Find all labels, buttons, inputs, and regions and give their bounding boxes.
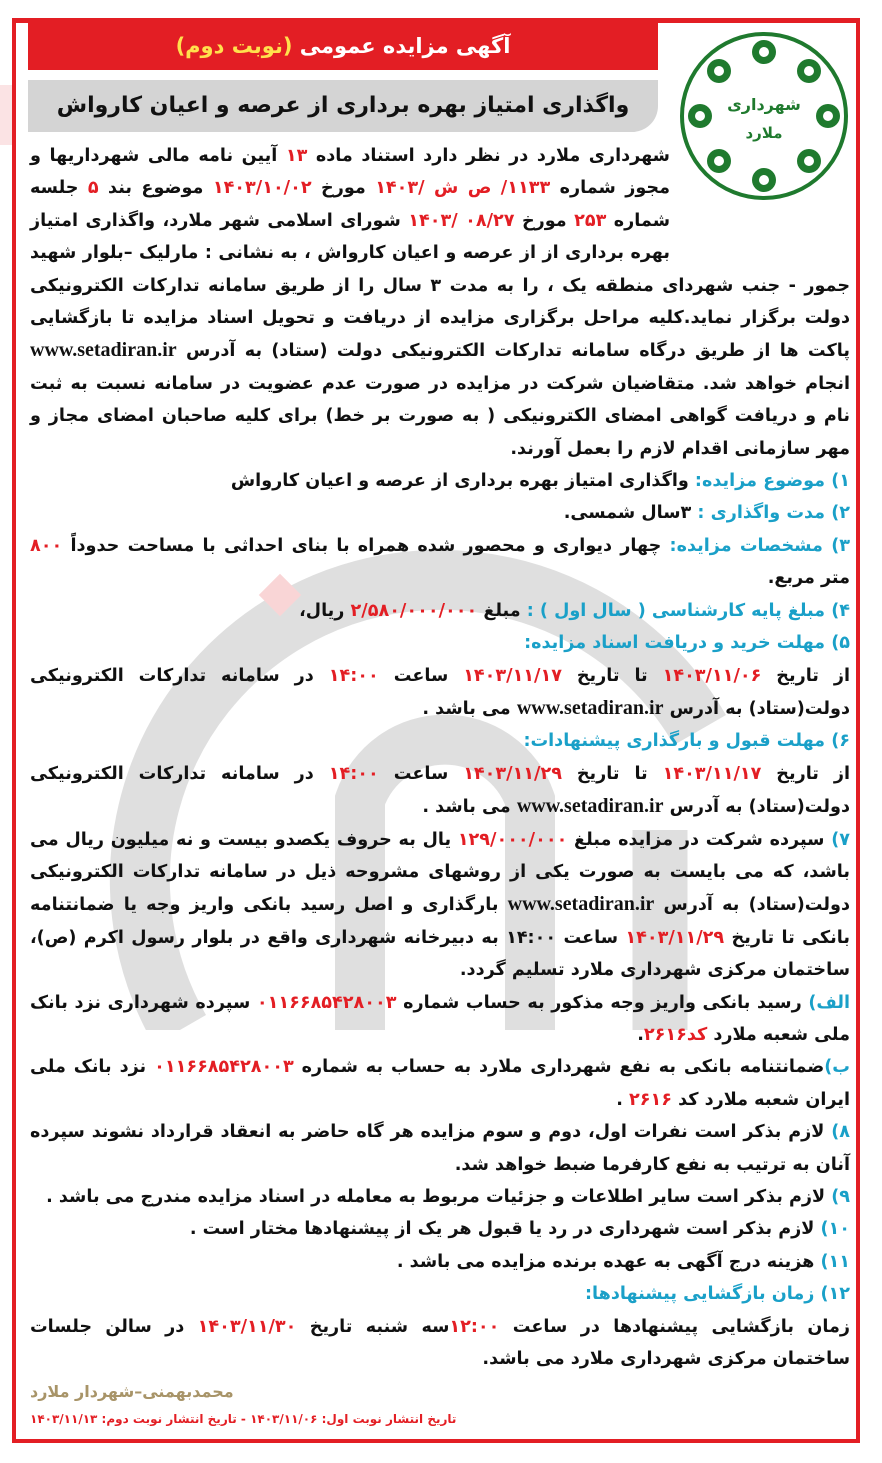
- announcement-content: [30, 140, 850, 1429]
- text-run: شهرداری ملارد در نظر دارد استناد ماده: [307, 146, 670, 166]
- text-run: .: [616, 1089, 629, 1110]
- clause-label: ۹): [825, 1187, 850, 1207]
- text-run: موضوع بند: [98, 178, 213, 199]
- clause-paragraph: [30, 660, 850, 726]
- highlight-value: ۲۵۳: [574, 210, 607, 231]
- text-run: ساعت: [378, 665, 464, 686]
- text-run: لازم بذکر است شهرداری در رد یا قبول هر یک از پیشنهادها مختار است .: [189, 1219, 815, 1240]
- clause-paragraph: [30, 530, 850, 595]
- text-run: نزد بانک ملی ایران شعبه ملارد کد: [30, 1057, 850, 1110]
- highlight-value: ۸۰۰: [30, 535, 63, 556]
- intro-paragraph: [30, 140, 850, 465]
- clause-label: ۷): [824, 829, 850, 850]
- clause-label: ۱۱): [814, 1251, 850, 1272]
- text-run: ریال،: [299, 600, 351, 621]
- highlight-value: ۱۴۰۳/۱۰/۰۲: [212, 178, 312, 199]
- text-run: سپرده شهرداری نزد بانک ملی شعبه ملارد: [30, 992, 850, 1045]
- text-run: مورخ: [311, 178, 376, 199]
- clause-paragraph: [30, 1278, 850, 1310]
- text-run: انجام خواهد شد. متقاضیان شرکت در مزایده در صورت عدم عضویت در سامانه نسبت به ثبت نام و دریافت گواهی امضای الکترونیکی ( به صورت بر خط) برای کلیه صاحبان امضای مجاز و مهر سازمانی اقدام لازم را بعمل آورند.: [30, 373, 850, 459]
- clause-paragraph: [30, 497, 850, 529]
- announcement-subtitle: واگذاری امتیاز بهره برداری از عرصه و اعیان کارواش: [28, 80, 658, 132]
- highlight-value: ۵: [87, 178, 99, 199]
- highlight-value: ۲۶۱۶: [629, 1089, 672, 1110]
- logo-text-top: شهرداری: [727, 95, 801, 114]
- clause-paragraph: [30, 1213, 850, 1245]
- clause-paragraph: [30, 1246, 850, 1278]
- text-run: .: [637, 1024, 644, 1045]
- clause-paragraph: [30, 758, 850, 824]
- setadiran-link[interactable]: www.setadiran.ir: [516, 795, 664, 818]
- text-run: در سامانه تدارکات الکترونیکی دولت(ستاد) به آدرس: [30, 665, 850, 719]
- clause-label: ۵) مهلت خرید و دریافت اسناد مزایده:: [524, 633, 850, 654]
- text-run: مبلغ: [477, 600, 521, 621]
- highlight-value: ۲۶۱۶: [643, 1024, 687, 1045]
- text-run: بارگذاری و اصل رسید بانکی واریز وجه یا ضمانتنامه بانکی تا تاریخ: [30, 895, 850, 948]
- text-run: می باشد .: [422, 698, 517, 719]
- highlight-value: ۱۴:۰۰: [328, 763, 379, 784]
- clause-label: ۱۲) زمان بازگشایی پیشنهادها:: [585, 1284, 850, 1305]
- text-run: ضمانتنامه بانکی به نفع شهرداری ملارد به حساب به شماره: [293, 1057, 825, 1078]
- signature: محمدبهمنی–شهردار ملارد: [30, 1382, 234, 1402]
- clause-label: ۱) موضوع مزایده:: [688, 471, 850, 492]
- text-run: در سالن جلسات ساختمان مرکزی شهرداری ملارد می باشد.: [30, 1316, 850, 1370]
- clause-label: ۶) مهلت قبول و بارگذاری پیشنهادات:: [523, 731, 850, 752]
- clause-label: ب): [824, 1057, 850, 1078]
- highlight-value: ۱۲۹/۰۰۰/۰۰۰: [457, 829, 568, 850]
- text-run: می باشد .: [422, 797, 517, 818]
- logo-spacer: [670, 140, 850, 238]
- highlight-value: ۱۱۳۳/ ص ش /۱۴۰۳: [375, 178, 551, 199]
- highlight-value: ۰۱۱۶۶۸۵۴۲۸۰۰۳: [256, 992, 397, 1013]
- edge-strip: [0, 85, 12, 145]
- setadiran-link[interactable]: www.setadiran.ir: [507, 893, 655, 916]
- clause-paragraph: [30, 465, 850, 497]
- text-run: جلسه شماره: [30, 178, 671, 231]
- text-run: تا تاریخ: [561, 763, 663, 784]
- clause-paragraph: [30, 1181, 850, 1213]
- logo-text-bottom: ملارد: [745, 124, 783, 142]
- clause-label: ۱۰): [814, 1219, 850, 1240]
- text-run: رسید بانکی واریز وجه مذکور به حساب شماره: [396, 992, 802, 1013]
- text-run: ساعت ۱۴:۰۰ به دبیرخانه شهرداری واقع در بلوار رسول اکرم (ص)، ساختمان مرکزی شهرداری ملارد تسلیم گردد.: [30, 927, 850, 981]
- text-run: ۳سال شمسی.: [563, 503, 692, 524]
- text-run: هزینه درج آگهی به عهده برنده مزایده می باشد .: [396, 1251, 815, 1272]
- text-run: مورخ: [514, 210, 575, 231]
- clause-label: ۳) مشخصات مزایده:: [661, 535, 850, 556]
- text-run: لازم بذکر است نفرات اول، دوم و سوم مزایده هر گاه حاضر به انعقاد قرارداد نشوند سپرده آنان به ترتیب به نفع کارفرما ضبط خواهد شد.: [30, 1122, 850, 1175]
- clause-label: ۴) مبلغ پایه کارشناسی ( سال اول ) :: [520, 600, 850, 621]
- text-run: از تاریخ: [761, 665, 851, 686]
- text-run: چهار دیواری و محصور شده همراه با بنای احداثی با مساحت حدوداً: [62, 535, 662, 556]
- highlight-value: کد: [686, 1024, 708, 1045]
- highlight-value: ۱۴:۰۰: [328, 665, 379, 686]
- clause-paragraph: [30, 987, 850, 1052]
- title-round: (نوبت دوم): [175, 34, 293, 58]
- clause-paragraph: [30, 725, 850, 757]
- publication-dates: تاریخ انتشار نوبت اول: ۱۴۰۳/۱۱/۰۶ - تاریخ انتشار نوبت دوم: ۱۴۰۳/۱۱/۱۳: [30, 1412, 457, 1427]
- text-run: زمان بازگشایی پیشنهادها در ساعت: [499, 1316, 850, 1337]
- clause-paragraph: [30, 824, 850, 987]
- text-run: یال به حروف یکصدو بیست و نه میلیون ریال می باشد، که می بایست به صورت یکی از روشهای مشروحه ذیل در سامانه تدارکات الکترونیکی دولت(ستاد) به آدرس: [30, 829, 850, 916]
- text-run: متر مربع.: [767, 568, 850, 589]
- title-main: آگهی مزایده عمومی: [292, 34, 511, 58]
- highlight-value: ۰۱۱۶۶۸۵۴۲۸۰۰۳: [154, 1057, 294, 1078]
- highlight-value: ۱۳: [285, 146, 308, 166]
- text-run: از تاریخ: [761, 763, 851, 784]
- highlight-value: ۱۲:۰۰: [449, 1316, 500, 1337]
- text-run: ساعت: [378, 763, 464, 784]
- clause-label: ۲) مدت واگذاری :: [691, 503, 850, 524]
- announcement-title: [28, 22, 658, 70]
- highlight-value: ۲/۵۸۰/۰۰۰/۰۰۰: [350, 600, 478, 621]
- highlight-value: ۱۴۰۳/۱۱/۲۹: [463, 763, 562, 784]
- clause-paragraph: [30, 1051, 850, 1116]
- text-run: تا تاریخ: [561, 665, 663, 686]
- clause-label: الف): [801, 992, 850, 1013]
- highlight-value: ۱۴۰۳/۱۱/۱۷: [662, 763, 762, 784]
- highlight-value: ۱۴۰۳/ ۰۸/۲۷: [408, 210, 515, 231]
- text-run: سه شنبه تاریخ: [296, 1316, 450, 1337]
- highlight-value: ۱۴۰۳/۱۱/۱۷: [463, 665, 562, 686]
- text-run: سپرده شرکت در مزایده مبلغ: [567, 829, 825, 850]
- text-run: واگذاری امتیاز بهره برداری از عرصه و اعیان کارواش: [230, 471, 689, 492]
- highlight-value: ۱۴۰۳/۱۱/۳۰: [197, 1316, 297, 1337]
- clause-paragraph: [30, 595, 850, 627]
- setadiran-link[interactable]: www.setadiran.ir: [516, 696, 664, 719]
- text-run: شورای اسلامی شهر ملارد، واگذاری امتیاز بهره برداری از از عرصه و اعیان کارواش ، به نشانی : مارلیک –بلوار شهید جمور - جنب شهردای منطقه یک ، را به مدت ۳ سال را از طریق سامانه تدارکات الکترونیکی دولت برگزار نماید.کلیه مراحل برگزاری مزایده از دریافت و تحویل اسناد مزایده تا بازگشایی پاکت ها از طریق درگاه سامانه تدارکات الکترونیکی دولت (ستاد) به آدرس: [30, 210, 850, 362]
- clause-paragraph: [30, 627, 850, 659]
- text-run: آیین نامه مالی شهرداریها و مجوز شماره: [30, 146, 671, 199]
- highlight-value: ۱۴۰۳/۱۱/۰۶: [662, 665, 762, 686]
- setadiran-link[interactable]: www.setadiran.ir: [30, 339, 177, 362]
- text-run: در سامانه تدارکات الکترونیکی دولت(ستاد) به آدرس: [30, 763, 850, 818]
- clause-paragraph: [30, 1116, 850, 1181]
- announcement-body: [30, 140, 850, 1375]
- clause-label: ۸): [824, 1122, 850, 1143]
- highlight-value: ۱۴۰۳/۱۱/۲۹: [625, 927, 725, 948]
- text-run: لازم بذکر است سایر اطلاعات و جزئیات مربوط به معامله در اسناد مزایده مندرج می باشد .: [46, 1187, 826, 1207]
- clause-paragraph: [30, 1311, 850, 1376]
